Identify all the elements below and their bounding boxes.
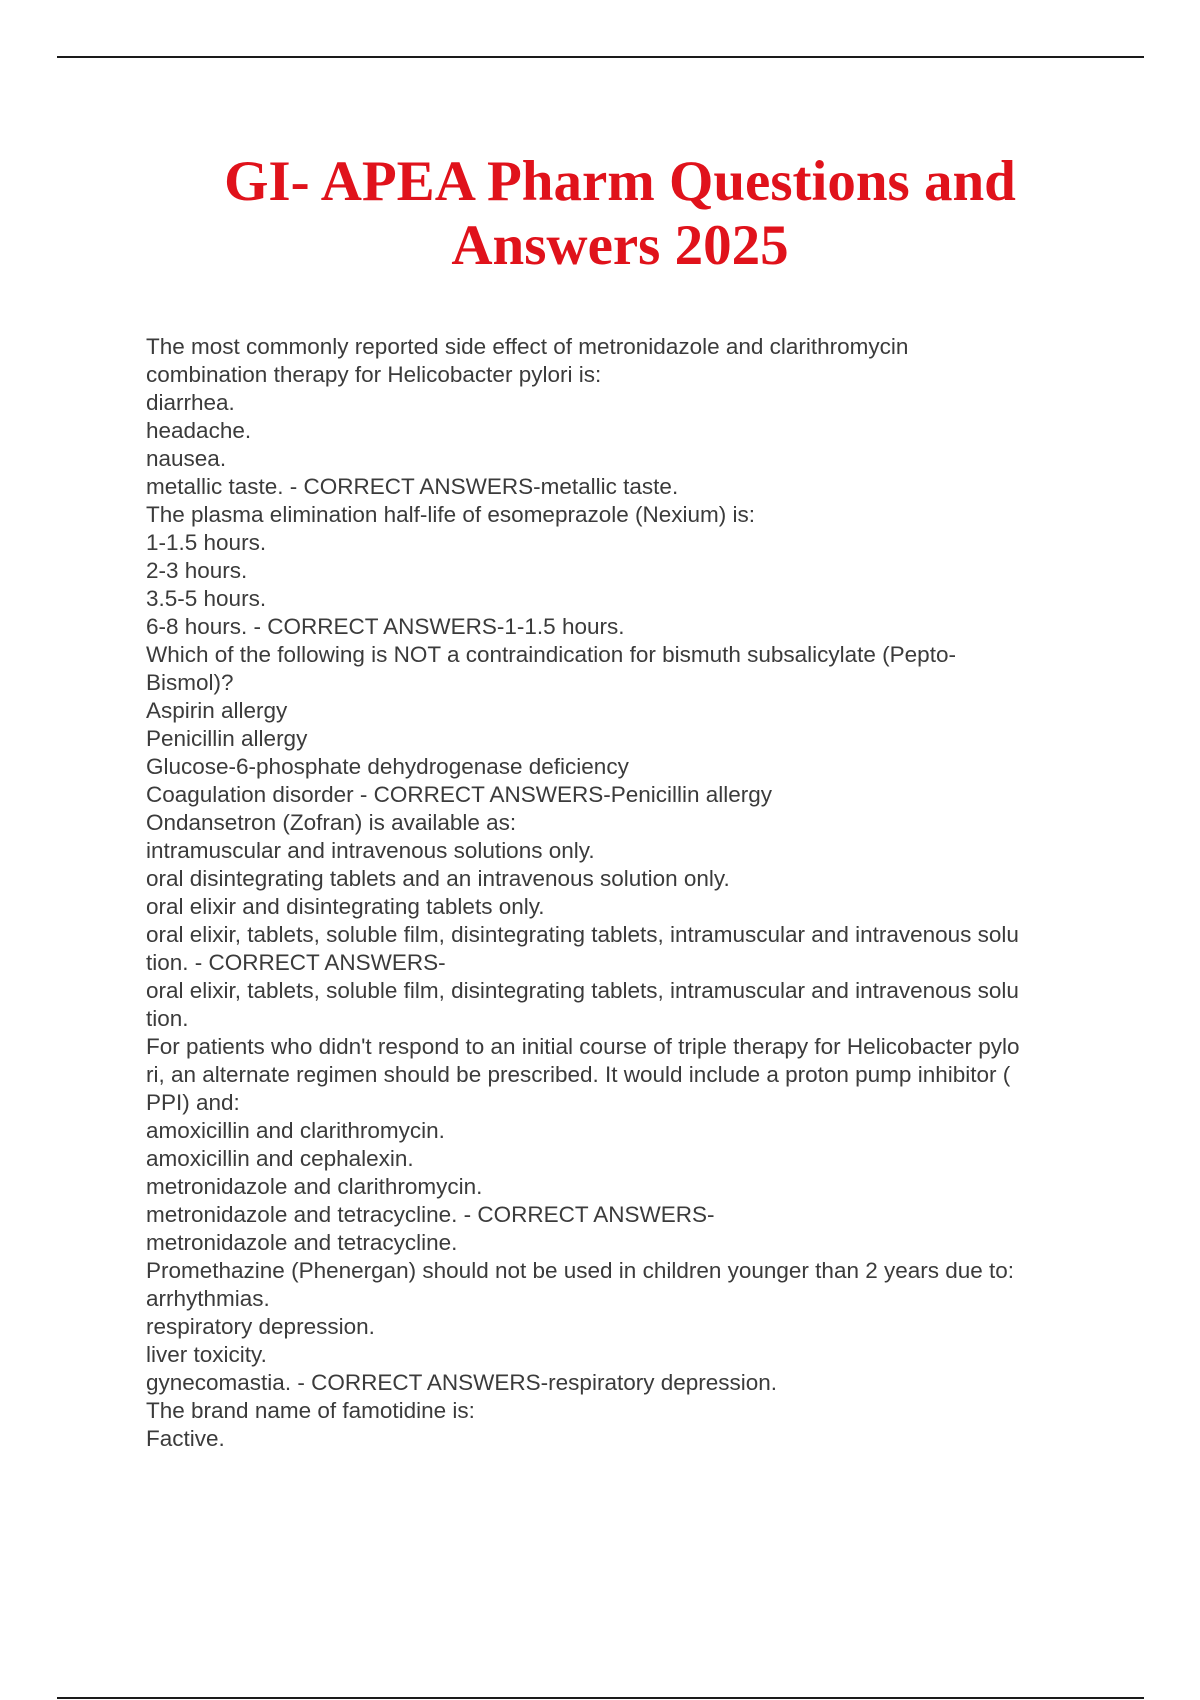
text-line: oral elixir, tablets, soluble film, disintegrating tablets, intramuscular and intravenous solu xyxy=(146,978,1019,1003)
document-title-line-2: Answers 2025 xyxy=(451,214,789,277)
text-line: Coagulation disorder - CORRECT ANSWERS-Penicillin allergy xyxy=(146,782,773,807)
text-line: 6-8 hours. - CORRECT ANSWERS-1-1.5 hours. xyxy=(146,614,625,639)
text-line: tion. xyxy=(146,1006,189,1031)
text-line: 1-1.5 hours. xyxy=(146,530,267,555)
text-line: diarrhea. xyxy=(146,390,235,415)
text-line: Penicillin allergy xyxy=(146,726,308,751)
text-line: metronidazole and clarithromycin. xyxy=(146,1174,483,1199)
header-rule xyxy=(57,56,1144,58)
text-line: tion. - CORRECT ANSWERS- xyxy=(146,950,446,975)
document-title xyxy=(0,150,1200,278)
text-line: nausea. xyxy=(146,446,227,471)
text-line: The plasma elimination half-life of esomeprazole (Nexium) is: xyxy=(146,502,755,527)
text-line: The brand name of famotidine is: xyxy=(146,1398,475,1423)
text-line: oral elixir and disintegrating tablets only. xyxy=(146,894,545,919)
text-line: headache. xyxy=(146,418,252,443)
text-line: arrhythmias. xyxy=(146,1286,270,1311)
text-line: Ondansetron (Zofran) is available as: xyxy=(146,810,517,835)
text-line: Glucose-6-phosphate dehydrogenase deficiency xyxy=(146,754,629,779)
text-line: PPI) and: xyxy=(146,1090,240,1115)
footer-rule xyxy=(57,1697,1144,1699)
text-line: respiratory depression. xyxy=(146,1314,375,1339)
text-line: 3.5-5 hours. xyxy=(146,586,267,611)
text-line: liver toxicity. xyxy=(146,1342,267,1367)
text-line: metronidazole and tetracycline. xyxy=(146,1230,458,1255)
text-line: combination therapy for Helicobacter pylori is: xyxy=(146,362,602,387)
text-line: metallic taste. - CORRECT ANSWERS-metallic taste. xyxy=(146,474,679,499)
text-line: ri, an alternate regimen should be prescribed. It would include a proton pump inhibitor ( xyxy=(146,1062,1011,1087)
text-line: Bismol)? xyxy=(146,670,234,695)
text-line: amoxicillin and cephalexin. xyxy=(146,1146,414,1171)
text-line: Promethazine (Phenergan) should not be used in children younger than 2 years due to: xyxy=(146,1258,1015,1283)
text-line: oral elixir, tablets, soluble film, disintegrating tablets, intramuscular and intravenous solu xyxy=(146,922,1019,947)
text-line: The most commonly reported side effect of metronidazole and clarithromycin xyxy=(146,334,909,359)
text-line: 2-3 hours. xyxy=(146,558,248,583)
text-line: metronidazole and tetracycline. - CORRECT ANSWERS- xyxy=(146,1202,715,1227)
text-line: Aspirin allergy xyxy=(146,698,288,723)
qa-text-body xyxy=(146,333,1106,1453)
text-line: Factive. xyxy=(146,1426,225,1451)
text-line: amoxicillin and clarithromycin. xyxy=(146,1118,445,1143)
text-line: intramuscular and intravenous solutions only. xyxy=(146,838,595,863)
text-line: gynecomastia. - CORRECT ANSWERS-respiratory depression. xyxy=(146,1370,778,1395)
text-line: Which of the following is NOT a contraindication for bismuth subsalicylate (Pepto- xyxy=(146,642,956,667)
text-line: oral disintegrating tablets and an intravenous solution only. xyxy=(146,866,730,891)
text-line: For patients who didn't respond to an initial course of triple therapy for Helicobacter pylo xyxy=(146,1034,1020,1059)
document-title-line-1: GI- APEA Pharm Questions and xyxy=(224,150,1016,213)
